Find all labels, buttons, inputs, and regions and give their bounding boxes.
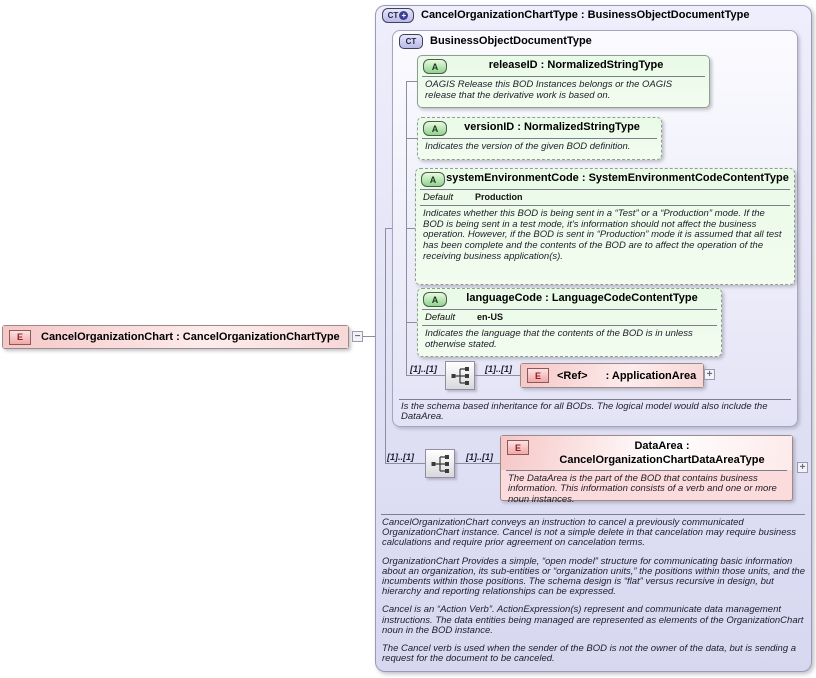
extension-spine-line <box>385 228 386 463</box>
connector-line <box>455 463 500 464</box>
attribute-label: systemEnvironmentCode : SystemEnvironmentCodeContentType <box>446 172 789 184</box>
attribute-doc: OAGIS Release this BOD Instances belongs or the OAGIS release that the derivative work is based on. <box>422 76 705 104</box>
connector-stub <box>385 228 392 229</box>
annotation-paragraph: The Cancel verb is used when the sender of the BOD is not the owner of the data, but is sending a request for the document to be canceled. <box>382 643 797 665</box>
annotation-paragraph: Cancel is an “Action Verb”. ActionExpression(s) represent and communicate data management instructions. The data entities being managed are represented as elements of the OrganizationChart noun in the BOD instance. <box>382 604 804 636</box>
element-icon: E <box>527 368 549 383</box>
attribute-node-releaseid[interactable] <box>417 55 710 108</box>
root-element-label: CancelOrganizationChart : CancelOrganizationChartType <box>41 331 340 343</box>
expand-dataarea-button[interactable]: + <box>797 462 808 473</box>
element-node-applicationarea[interactable] <box>520 363 704 388</box>
complex-type-header <box>382 7 749 23</box>
connector-line <box>406 375 445 376</box>
element-node-dataarea[interactable] <box>500 435 793 505</box>
annotation-paragraph: CancelOrganizationChart conveys an instruction to cancel a previously communicated OrganizationChart instance. Cancel is not a simple delete in that cancelation may require business calculations and require prior agreement on cancelation terms. <box>382 517 797 549</box>
cardinality-label: [1]..[1] <box>466 452 493 462</box>
connector-line <box>363 336 375 337</box>
expand-applicationarea-button[interactable]: + <box>704 369 715 380</box>
base-type-doc: Is the schema based inheritance for all BODs. The logical model would also include the DataArea. <box>401 401 768 423</box>
cardinality-label: [1]..[1] <box>410 364 437 374</box>
doc-separator <box>381 514 805 515</box>
cardinality-label: [1]..[1] <box>485 364 512 374</box>
element-icon: E <box>507 440 529 455</box>
element-icon: E <box>9 330 31 345</box>
attribute-default-row <box>422 309 717 326</box>
root-element-node[interactable] <box>2 325 349 349</box>
complex-type-icon: CT <box>399 34 423 49</box>
attribute-node-versionid[interactable] <box>417 117 662 160</box>
base-type-title: BusinessObjectDocumentType <box>430 35 592 47</box>
extension-plus-icon: + <box>399 11 408 20</box>
base-type-header <box>399 33 592 49</box>
cardinality-label: [1]..[1] <box>387 452 414 462</box>
default-label: Default <box>423 192 454 203</box>
connector-stub <box>406 138 417 139</box>
collapse-button[interactable]: − <box>352 331 363 342</box>
attribute-doc: Indicates the version of the given BOD definition. <box>422 138 657 156</box>
element-label: DataArea : CancelOrganizationChartDataAreaType <box>559 440 765 466</box>
attribute-node-languagecode[interactable] <box>417 288 722 357</box>
annotation-paragraph: OrganizationChart Provides a simple, “open model” structure for communicating basic information about an organization, its sub-entities or “organization units,” the positions within those units, and the incumbents within those positions. The schema design is “flat” versus recursive in design, but hierarchy and reporting relationships can be expressed. <box>382 555 806 598</box>
element-type-label: : ApplicationArea <box>605 369 697 382</box>
connector-stub <box>406 81 417 82</box>
attribute-default-row <box>420 189 790 206</box>
attribute-icon: A <box>423 292 447 307</box>
connector-line <box>385 463 425 464</box>
sequence-compositor-icon <box>425 449 455 478</box>
connector-line <box>475 375 520 376</box>
complex-type-extension-icon: CT + <box>382 8 414 23</box>
doc-separator <box>399 399 791 400</box>
attribute-label: languageCode : LanguageCodeContentType <box>466 292 698 304</box>
attribute-icon: A <box>423 121 447 136</box>
default-value: Production <box>475 192 523 202</box>
attribute-doc: Indicates whether this BOD is being sent in a “Test” or a “Production” mode. If the BOD is being sent in a test mode, it's information should not affect the business operation. However, if the BOD is sent in “Production” mode it is assumed that all test has been complete and the contents of the BOD are to affect the operation of the receiving business application(s). <box>423 208 782 262</box>
complex-type-title: CancelOrganizationChartType : BusinessObjectDocumentType <box>421 9 750 21</box>
default-value: en-US <box>477 312 504 322</box>
connector-stub <box>406 228 415 229</box>
default-label: Default <box>425 312 456 323</box>
element-ref-label: <Ref> <box>557 369 588 382</box>
connector-stub <box>406 322 417 323</box>
type-annotation <box>382 518 808 672</box>
attribute-label: releaseID : NormalizedStringType <box>488 59 664 71</box>
attribute-node-systemenvironmentcode[interactable] <box>415 168 795 285</box>
sequence-compositor-icon <box>445 361 475 390</box>
attribute-icon: A <box>423 59 447 74</box>
attribute-icon: A <box>421 172 445 187</box>
element-doc: The DataArea is the part of the BOD that contains business information. This information consists of a verb and one or more noun instances. <box>506 470 787 509</box>
attribute-doc: Indicates the language that the contents of the BOD is in unless otherwise stated. <box>425 328 693 350</box>
attribute-label: versionID : NormalizedStringType <box>464 121 640 133</box>
